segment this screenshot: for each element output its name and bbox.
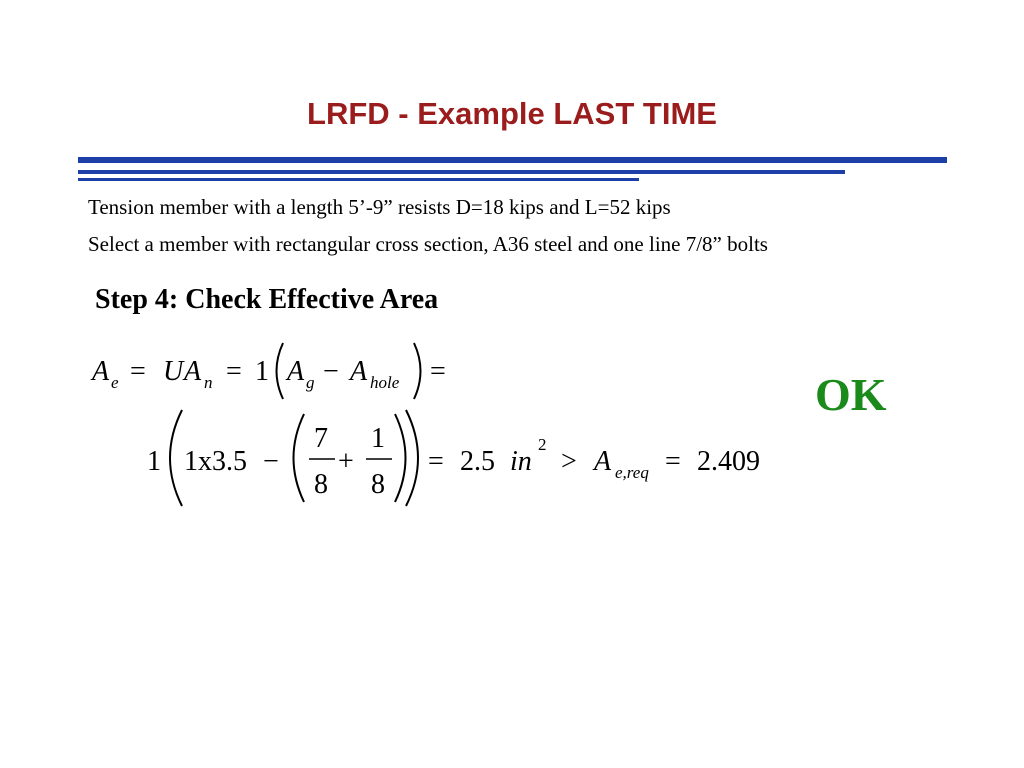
eq-equals: = (226, 356, 242, 387)
eq-paren-left (277, 343, 284, 399)
eq-equals: = (428, 446, 444, 477)
eq-gross-area: 1x3.5 (184, 446, 247, 477)
eq-required-area-value: 2.409 (697, 446, 760, 477)
eq-effective-area-value: 2.5 (460, 446, 495, 477)
equation-line-2 (147, 410, 760, 506)
eq-outer-paren-left (170, 410, 182, 506)
eq-greater-than: > (561, 446, 577, 477)
eq-minus: − (323, 356, 339, 387)
eq-outer-paren-right (406, 410, 418, 506)
problem-statement-line1: Tension member with a length 5’-9” resists D=18 kips and L=52 kips (88, 195, 671, 219)
eq-symbol-A: A (287, 356, 305, 387)
eq-fraction1-denominator: 8 (314, 469, 328, 500)
eq-fraction2-numerator: 1 (371, 423, 385, 454)
eq-sub-e: e (111, 373, 119, 392)
eq-factor-one: 1 (255, 356, 269, 387)
eq-sub-n: n (204, 373, 213, 392)
eq-minus: − (263, 446, 279, 477)
eq-sub-hole: hole (370, 373, 400, 392)
ok-result: OK (815, 369, 887, 420)
equation-line-1 (90, 343, 446, 399)
eq-equals: = (665, 446, 681, 477)
eq-plus: + (338, 446, 354, 477)
eq-symbol-A: A (184, 356, 202, 387)
eq-equals: = (130, 356, 146, 387)
eq-symbol-A: A (92, 356, 110, 387)
eq-fraction2-denominator: 8 (371, 469, 385, 500)
eq-unit-exponent: 2 (538, 435, 547, 454)
eq-symbol-A: A (350, 356, 368, 387)
eq-symbol-A: A (594, 446, 612, 477)
step-heading: Step 4: Check Effective Area (95, 284, 439, 315)
eq-paren-right (414, 343, 421, 399)
eq-fraction1-numerator: 7 (314, 423, 328, 454)
eq-factor-one: 1 (147, 446, 161, 477)
eq-symbol-U: U (163, 356, 184, 387)
eq-sub-ereq: e,req (615, 463, 649, 482)
eq-inner-paren-right (395, 414, 406, 502)
eq-equals: = (430, 356, 446, 387)
eq-sub-g: g (306, 373, 315, 392)
problem-statement-line2: Select a member with rectangular cross section, A36 steel and one line 7/8” bolts (88, 232, 768, 256)
eq-inner-paren-left (294, 414, 305, 502)
eq-unit: in (510, 446, 532, 477)
slide-title: LRFD - Example LAST TIME (307, 96, 717, 131)
